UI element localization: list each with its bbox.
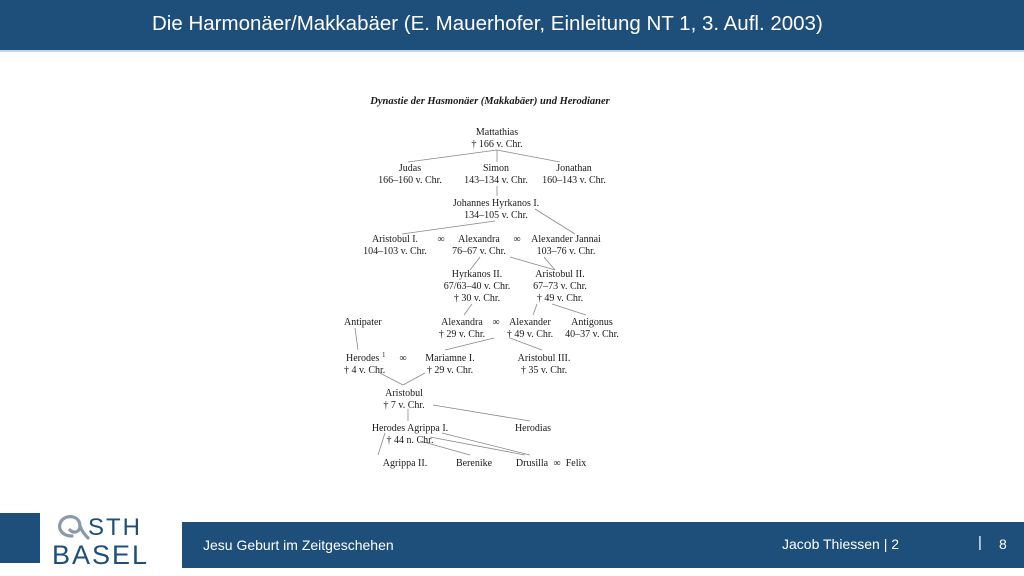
node-felix-name: Felix xyxy=(565,458,587,469)
node-antigonus-date: 40–37 v. Chr. xyxy=(565,329,619,340)
slide-title: Die Harmonäer/Makkabäer (E. Mauerhofer, Einleitung NT 1, 3. Aufl. 2003) xyxy=(152,12,823,35)
node-agrippa2-name: Agrippa II. xyxy=(382,458,428,469)
marriage-symbol: ∞ xyxy=(553,458,561,469)
node-jonathan-date: 160–143 v. Chr. xyxy=(542,175,606,186)
marriage-symbol: ∞ xyxy=(492,317,500,328)
swirl-icon xyxy=(60,517,88,538)
title-divider xyxy=(0,50,1024,52)
node-johannes-date: 134–105 v. Chr. xyxy=(464,210,528,221)
node-aristobul3-date: † 35 v. Chr. xyxy=(520,365,568,376)
footer-separator: | xyxy=(978,534,982,551)
node-herodias-name: Herodias xyxy=(514,423,552,434)
node-mariamne-name: Mariamne I. xyxy=(425,353,475,364)
node-agrippa1-date: † 44 n. Chr. xyxy=(386,435,434,446)
node-mattathias-name: Mattathias xyxy=(475,127,519,138)
footer-left-block xyxy=(0,513,40,563)
diagram-title: Dynastie der Hasmonäer (Makkabäer) und Herodianer xyxy=(370,96,610,107)
node-herodes-footnote: 1 xyxy=(382,351,386,359)
node-hyrkanos2-name: Hyrkanos II. xyxy=(451,269,503,280)
node-judas-name: Judas xyxy=(398,163,422,174)
node-aristobul4-date: † 7 v. Chr. xyxy=(383,400,425,411)
node-hyrkanos2-death: † 30 v. Chr. xyxy=(453,293,501,304)
logo-line-1: STH xyxy=(88,514,142,541)
node-aristobul1-name: Aristobul I. xyxy=(371,234,419,245)
node-aristobul1-date: 104–103 v. Chr. xyxy=(363,246,427,257)
node-alexander-date: † 49 v. Chr. xyxy=(506,329,554,340)
node-agrippa1-name: Herodes Agrippa I. xyxy=(371,423,449,434)
node-aristobul2-death: † 49 v. Chr. xyxy=(536,293,584,304)
logo-line-2: BASEL xyxy=(52,540,150,568)
node-johannes-name: Johannes Hyrkanos I. xyxy=(452,198,540,209)
footer-author: Jacob Thiessen | 2 xyxy=(782,536,900,552)
marriage-symbol: ∞ xyxy=(399,353,407,364)
node-simon-date: 143–134 v. Chr. xyxy=(464,175,528,186)
sth-basel-logo xyxy=(48,510,176,568)
node-aristobul2-date: 67–73 v. Chr. xyxy=(533,281,587,292)
node-aristobul3-name: Aristobul III. xyxy=(517,353,571,364)
node-berenike-name: Berenike xyxy=(455,458,493,469)
node-hyrkanos2-date: 67/63–40 v. Chr. xyxy=(443,281,511,292)
marriage-symbol: ∞ xyxy=(513,234,521,245)
node-antipater-name: Antipater xyxy=(344,317,382,328)
node-herodes-date: † 4 v. Chr. xyxy=(344,365,386,376)
node-mattathias-date: † 166 v. Chr. xyxy=(471,139,523,150)
node-herodes-name: Herodes xyxy=(346,353,380,364)
node-jannai-name: Alexander Jannai xyxy=(531,234,601,245)
genealogy-diagram xyxy=(330,88,650,478)
title-bar xyxy=(0,0,1024,50)
footer-bottom-strip xyxy=(0,568,1024,576)
footer-course-title: Jesu Geburt im Zeitgeschehen xyxy=(203,537,394,553)
node-mariamne-date: † 29 v. Chr. xyxy=(426,365,474,376)
marriage-symbol: ∞ xyxy=(437,234,445,245)
node-alexandra1-date: 76–67 v. Chr. xyxy=(452,246,506,257)
node-antigonus-name: Antigonus xyxy=(571,317,613,328)
node-jannai-date: 103–76 v. Chr. xyxy=(536,246,596,257)
node-simon-name: Simon xyxy=(482,163,510,174)
footer-bar xyxy=(182,522,1024,568)
node-judas-date: 166–160 v. Chr. xyxy=(378,175,442,186)
node-alexandra2-name: Alexandra xyxy=(441,317,483,328)
node-alexandra2-date: † 29 v. Chr. xyxy=(438,329,486,340)
node-jonathan-name: Jonathan xyxy=(556,163,592,174)
node-aristobul2-name: Aristobul II. xyxy=(535,269,585,280)
page-number: 8 xyxy=(999,536,1007,552)
node-alexandra1-name: Alexandra xyxy=(458,234,500,245)
node-aristobul4-name: Aristobul xyxy=(385,388,423,399)
node-drusilla-name: Drusilla xyxy=(515,458,549,469)
node-alexander-name: Alexander xyxy=(509,317,551,328)
